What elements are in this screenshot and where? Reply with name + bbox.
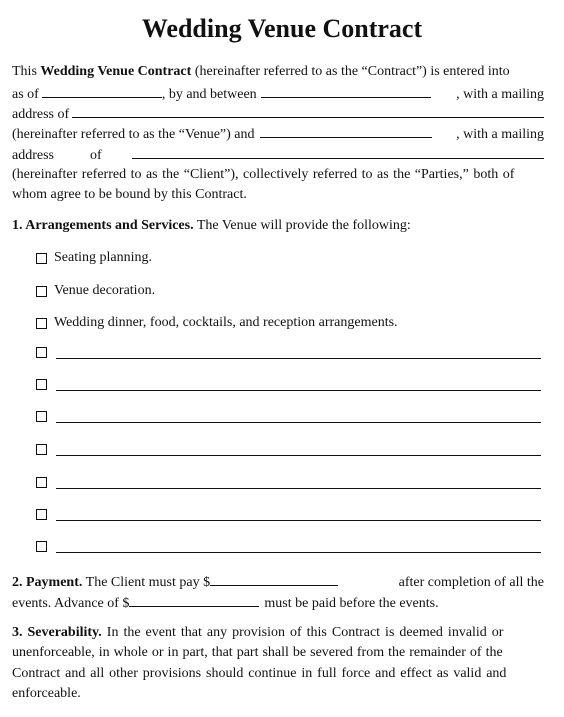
payment-amount-field[interactable] (210, 572, 338, 586)
client-address-field[interactable] (132, 145, 544, 159)
checkbox[interactable] (36, 379, 47, 390)
intro-line-1 (12, 63, 544, 81)
checklist-blank-item (36, 410, 541, 423)
blank-service-field[interactable] (56, 443, 541, 456)
section-2-text-1: The Client must pay $ (82, 575, 211, 590)
intro-line-6: (hereinafter referred to as the “Client”), collectively referred to as the “Parties,” both of (12, 167, 515, 182)
blank-service-field[interactable] (56, 508, 541, 521)
section-1-text: The Venue will provide the following: (193, 218, 411, 233)
checklist-item (36, 314, 541, 332)
blank-service-field[interactable] (56, 476, 541, 489)
client-name-field[interactable] (260, 124, 432, 138)
checkbox[interactable] (36, 509, 47, 520)
blank-service-field[interactable] (56, 540, 541, 553)
blank-service-field[interactable] (56, 346, 541, 359)
checkbox[interactable] (36, 318, 47, 329)
checklist-item (36, 249, 541, 267)
section-2-text-4: must be paid before the events. (264, 596, 439, 611)
contract-name-bold: Wedding Venue Contract (40, 64, 192, 79)
of-label-2: of (90, 148, 102, 163)
intro-line-5 (12, 145, 544, 165)
checklist-blank-item (36, 508, 541, 521)
section-2-heading: 2. Payment. (12, 575, 83, 590)
section-2-line-1 (12, 572, 544, 592)
section-3-line-1 (12, 624, 544, 642)
blank-service-field[interactable] (56, 410, 541, 423)
checkbox[interactable] (36, 411, 47, 422)
checkbox[interactable] (36, 347, 47, 358)
checklist-blank-item (36, 443, 541, 456)
checkbox[interactable] (36, 541, 47, 552)
section-3-line-2: unenforceable, in whole or in part, that part shall be severed from the remainder of the (12, 645, 503, 660)
section-3-text-1: In the event that any provision of this Contract is deemed invalid or (101, 625, 504, 640)
address-label-2: address (12, 148, 54, 163)
checklist-blank-item (36, 378, 541, 391)
intro-line-7: whom agree to be bound by this Contract. (12, 187, 247, 202)
checkbox[interactable] (36, 477, 47, 488)
checklist-blank-item (36, 476, 541, 489)
intro-line-3 (12, 104, 544, 124)
checklist-blank-item (36, 346, 541, 359)
venue-address-field[interactable] (72, 104, 544, 118)
section-3-line-3: Contract and all other provisions should continue in full force and effect as valid and (12, 666, 507, 681)
venue-name-field[interactable] (261, 84, 431, 98)
section-2-line-2 (12, 593, 544, 613)
blank-service-field[interactable] (56, 378, 541, 391)
checklist-item (36, 282, 541, 300)
checklist-blank-item (36, 540, 541, 553)
as-of-label: as of (12, 87, 39, 102)
section-2-text-2: after completion of all the (398, 575, 544, 590)
section-2-text-3: events. Advance of $ (12, 596, 130, 611)
by-and-between-label: , by and between (161, 87, 257, 102)
date-field[interactable] (42, 84, 162, 98)
address-of-label-1: address of (12, 107, 70, 122)
section-3-line-4: enforceable. (12, 686, 81, 701)
checklist-item-label: Venue decoration. (54, 283, 156, 298)
checklist-item-label: Seating planning. (54, 250, 152, 265)
advance-amount-field[interactable] (129, 593, 259, 607)
with-mailing-label-2: , with a mailing (456, 127, 544, 142)
checkbox[interactable] (36, 253, 47, 264)
section-1-line (12, 217, 544, 235)
intro-text: This Wedding Venue Contract (hereinafter referred to as the “Contract”) is entered into (12, 64, 510, 79)
with-mailing-label-1: , with a mailing (456, 87, 544, 102)
venue-reference: (hereinafter referred to as the “Venue”) and (12, 127, 255, 142)
intro-line-2 (12, 84, 544, 104)
section-3-heading: 3. Severability. (12, 625, 102, 640)
intro-line-4 (12, 124, 544, 144)
document-title: Wedding Venue Contract (141, 14, 423, 43)
section-1-heading: 1. Arrangements and Services. (12, 218, 194, 233)
checklist-item-label: Wedding dinner, food, cocktails, and reception arrangements. (54, 315, 398, 330)
checkbox[interactable] (36, 444, 47, 455)
checkbox[interactable] (36, 286, 47, 297)
